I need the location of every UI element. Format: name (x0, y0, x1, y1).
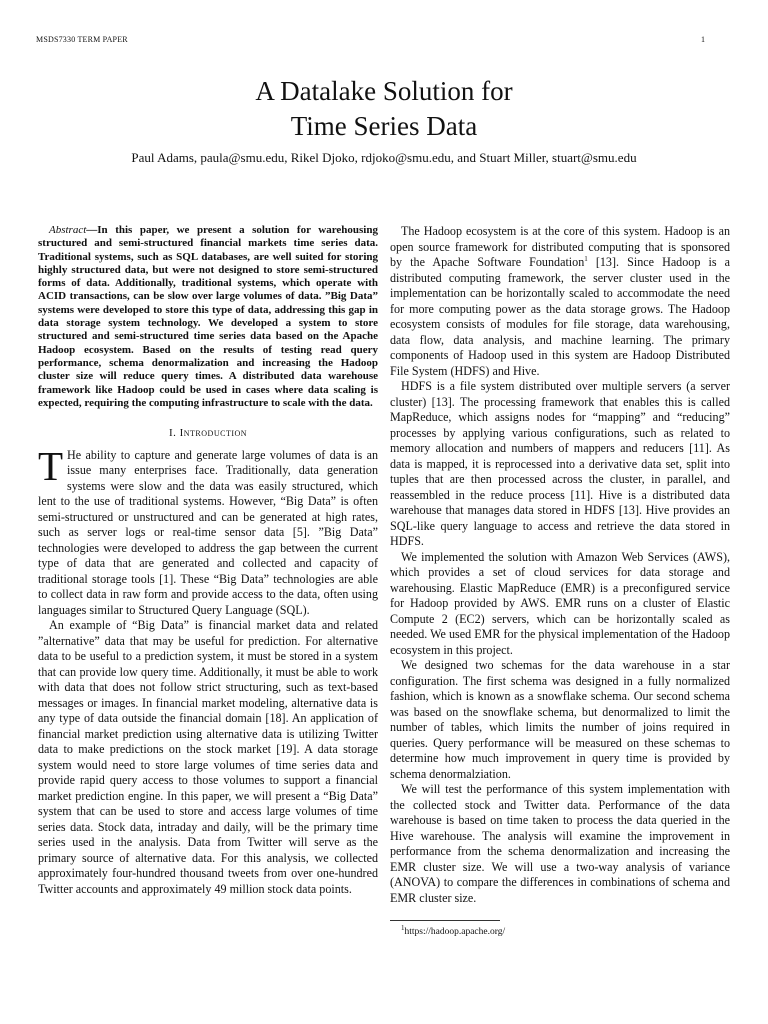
paper-title-line-2: Time Series Data (290, 111, 478, 141)
hadoop-text-b: [13]. Since Hadoop is a distributed computing framework, the server cluster used in the implementation can be horizontally scaled to accommodate the need for more computing power as the data storage grows. The Hadoop ecosystem consists of modules for file storage, data warehousing, data flow, data analysis, and machine learning. The primary components of Hadoop used in this system are Hadoop Distributed File System (HDFS) and Hive. (390, 255, 730, 378)
abstract-label: Abstract (49, 224, 87, 236)
section-title: Introduction (179, 427, 248, 440)
body-paragraph-aws: We implemented the solution with Amazon Web Services (AWS), which provides a set of cloud services for data storage and warehousing. Elastic MapReduce (EMR) is a preconfigured service for Hadoop provided by AWS. EMR runs on a cluster of Elastic Compute 2 (EC2) servers, which can be horizontally scaled as needed. We used EMR for the physical implementation of the Hadoop ecosystem in this project. (390, 549, 730, 657)
footnote-ref: 1 (584, 254, 588, 263)
drop-cap: T (38, 442, 64, 489)
abstract-text: —In this paper, we present a solution for warehousing structured and semi-structured financial markets time series data. Traditional systems, such as SQL databases, are well suited for storing highly structured data, but were not designed to store semi-structured forms of data. Additionally, traditional systems, which operate with ACID transactions, can be slow over large volumes of data. ”Big Data” systems were developed to store this type of data, addressing this gap in data storage system technology. We developed a system to store structured and semi-structured time series data based on the Apache Hadoop ecosystem. Based on the results of testing read query performance, schema denormalization and increasing the Hadoop cluster size will reduce query times. A distributed data warehouse framework like Hadoop could be used in cases where data scaling is expected, requiring the computing infrastructure to scale with the data. (38, 224, 378, 409)
footnote-url: https://hadoop.apache.org/ (404, 927, 506, 937)
footnote-divider (390, 920, 500, 921)
body-paragraph-hdfs: HDFS is a file system distributed over multiple servers (a server cluster) [13]. The processing framework that enables this is called MapReduce, which assigns nodes for “mapping” and “reducing” processes by applying various configurations, such as related to memory allocation and numbers of mappers and reducers [11]. As data is mapped, it is reprocessed into a derivative data set, split into tuples that are then processed across the cluster, in parallel, and reassembled in the reduce process [11]. Hive is a distributed data warehouse that manages data stored in HDFS [13]. Hive provides an SQL-like query language to access and retrieve the data stored in HDFS. (390, 379, 730, 548)
body-paragraph-schemas: We designed two schemas for the data warehouse in a star configuration. The first schema was designed in a fully normalized fashion, which is known as a snowflake schema. Our second schema was based on the snowflake schema, but denormalized to limit the number of tables, which limits the number of joins required in queries. Query performance will be measured on these schemas to determine how much improvement in query time is provided by schema denormalziation. (390, 658, 730, 781)
author-list: Paul Adams, paula@smu.edu, Rikel Djoko, rdjoko@smu.edu, and Stuart Miller, stuart@smu.edu (131, 150, 637, 165)
footnote (390, 925, 730, 941)
paper-title (0, 74, 768, 144)
intro-paragraph-1-text: He ability to capture and generate large volumes of data is an issue many enterprises face. Traditionally, data generation systems were slow and the data was easily structured, which lent to the use of traditional systems. However, “Big Data” is often semi-structured or unstructured and can be generated at high rates, such as server logs or real-time sensor data [5]. ”Big Data” technologies were developed to address the gap between the current type of data that are generated and collected and capacity of traditional storage tools [1]. These “Big Data” technologies are able to collect data in raw form and provide access to the data, often using languages similar to Structured Query Language (SQL). (38, 447, 378, 617)
footnote-mark: 1 (401, 923, 405, 932)
right-column (390, 224, 730, 941)
section-numeral: I. (168, 427, 177, 440)
running-header: MSDS7330 TERM PAPER (36, 35, 128, 44)
intro-paragraph-2: An example of “Big Data” is financial market data and related ”alternative” data that may be useful for prediction. For alternative data to be useful to a prediction system, it must be stored in a system that can provide low query time. Additionally, it must be able to work with data that does not follow strict structuring, such as text-based messages or images. In financial market modeling, alternative data is any type of data outside the financial domain [18]. An application of financial market prediction using alternative data is utilizing Twitter data to make predictions on the stock market [19]. A data storage system would need to store large volumes of time series data and provide rapid query access to those volumes to support a financial market prediction engine. In this paper, we will present a “Big Data” system that can be used to store and access large volumes of time series data. Stock data, intraday and daily, will be the primary time series used in the analysis. Data from Twitter will serve as the primary source of alternative data. For this analysis, we collected approximately four-hundred thousand tweets from over one-hundred Twitter accounts and approximately 49 million stock data points. (38, 618, 378, 896)
intro-paragraph-1 (38, 442, 378, 619)
hadoop-text-a: The Hadoop ecosystem is at the core of this system. Hadoop is an open source framework for distributed computing that is sponsored by the Apache Software Foundation (390, 224, 730, 269)
paper-title-line-1: A Datalake Solution for (255, 76, 513, 106)
abstract (38, 224, 378, 410)
body-paragraph-hadoop (390, 224, 730, 379)
left-column (38, 224, 378, 897)
section-heading-introduction (38, 426, 378, 442)
body-paragraph-testing: We will test the performance of this system implementation with the collected stock and Twitter data. Performance of the data warehouse is based on time taken to process the data queried in the Hive warehouse. The analysis will examine the improvement in performance from the schema denormalization and increasing the EMR cluster size. We will use a two-way analysis of variance (ANOVA) to compare the differences in combinations of schema and EMR cluster size. (390, 782, 730, 905)
page-number: 1 (701, 35, 705, 44)
